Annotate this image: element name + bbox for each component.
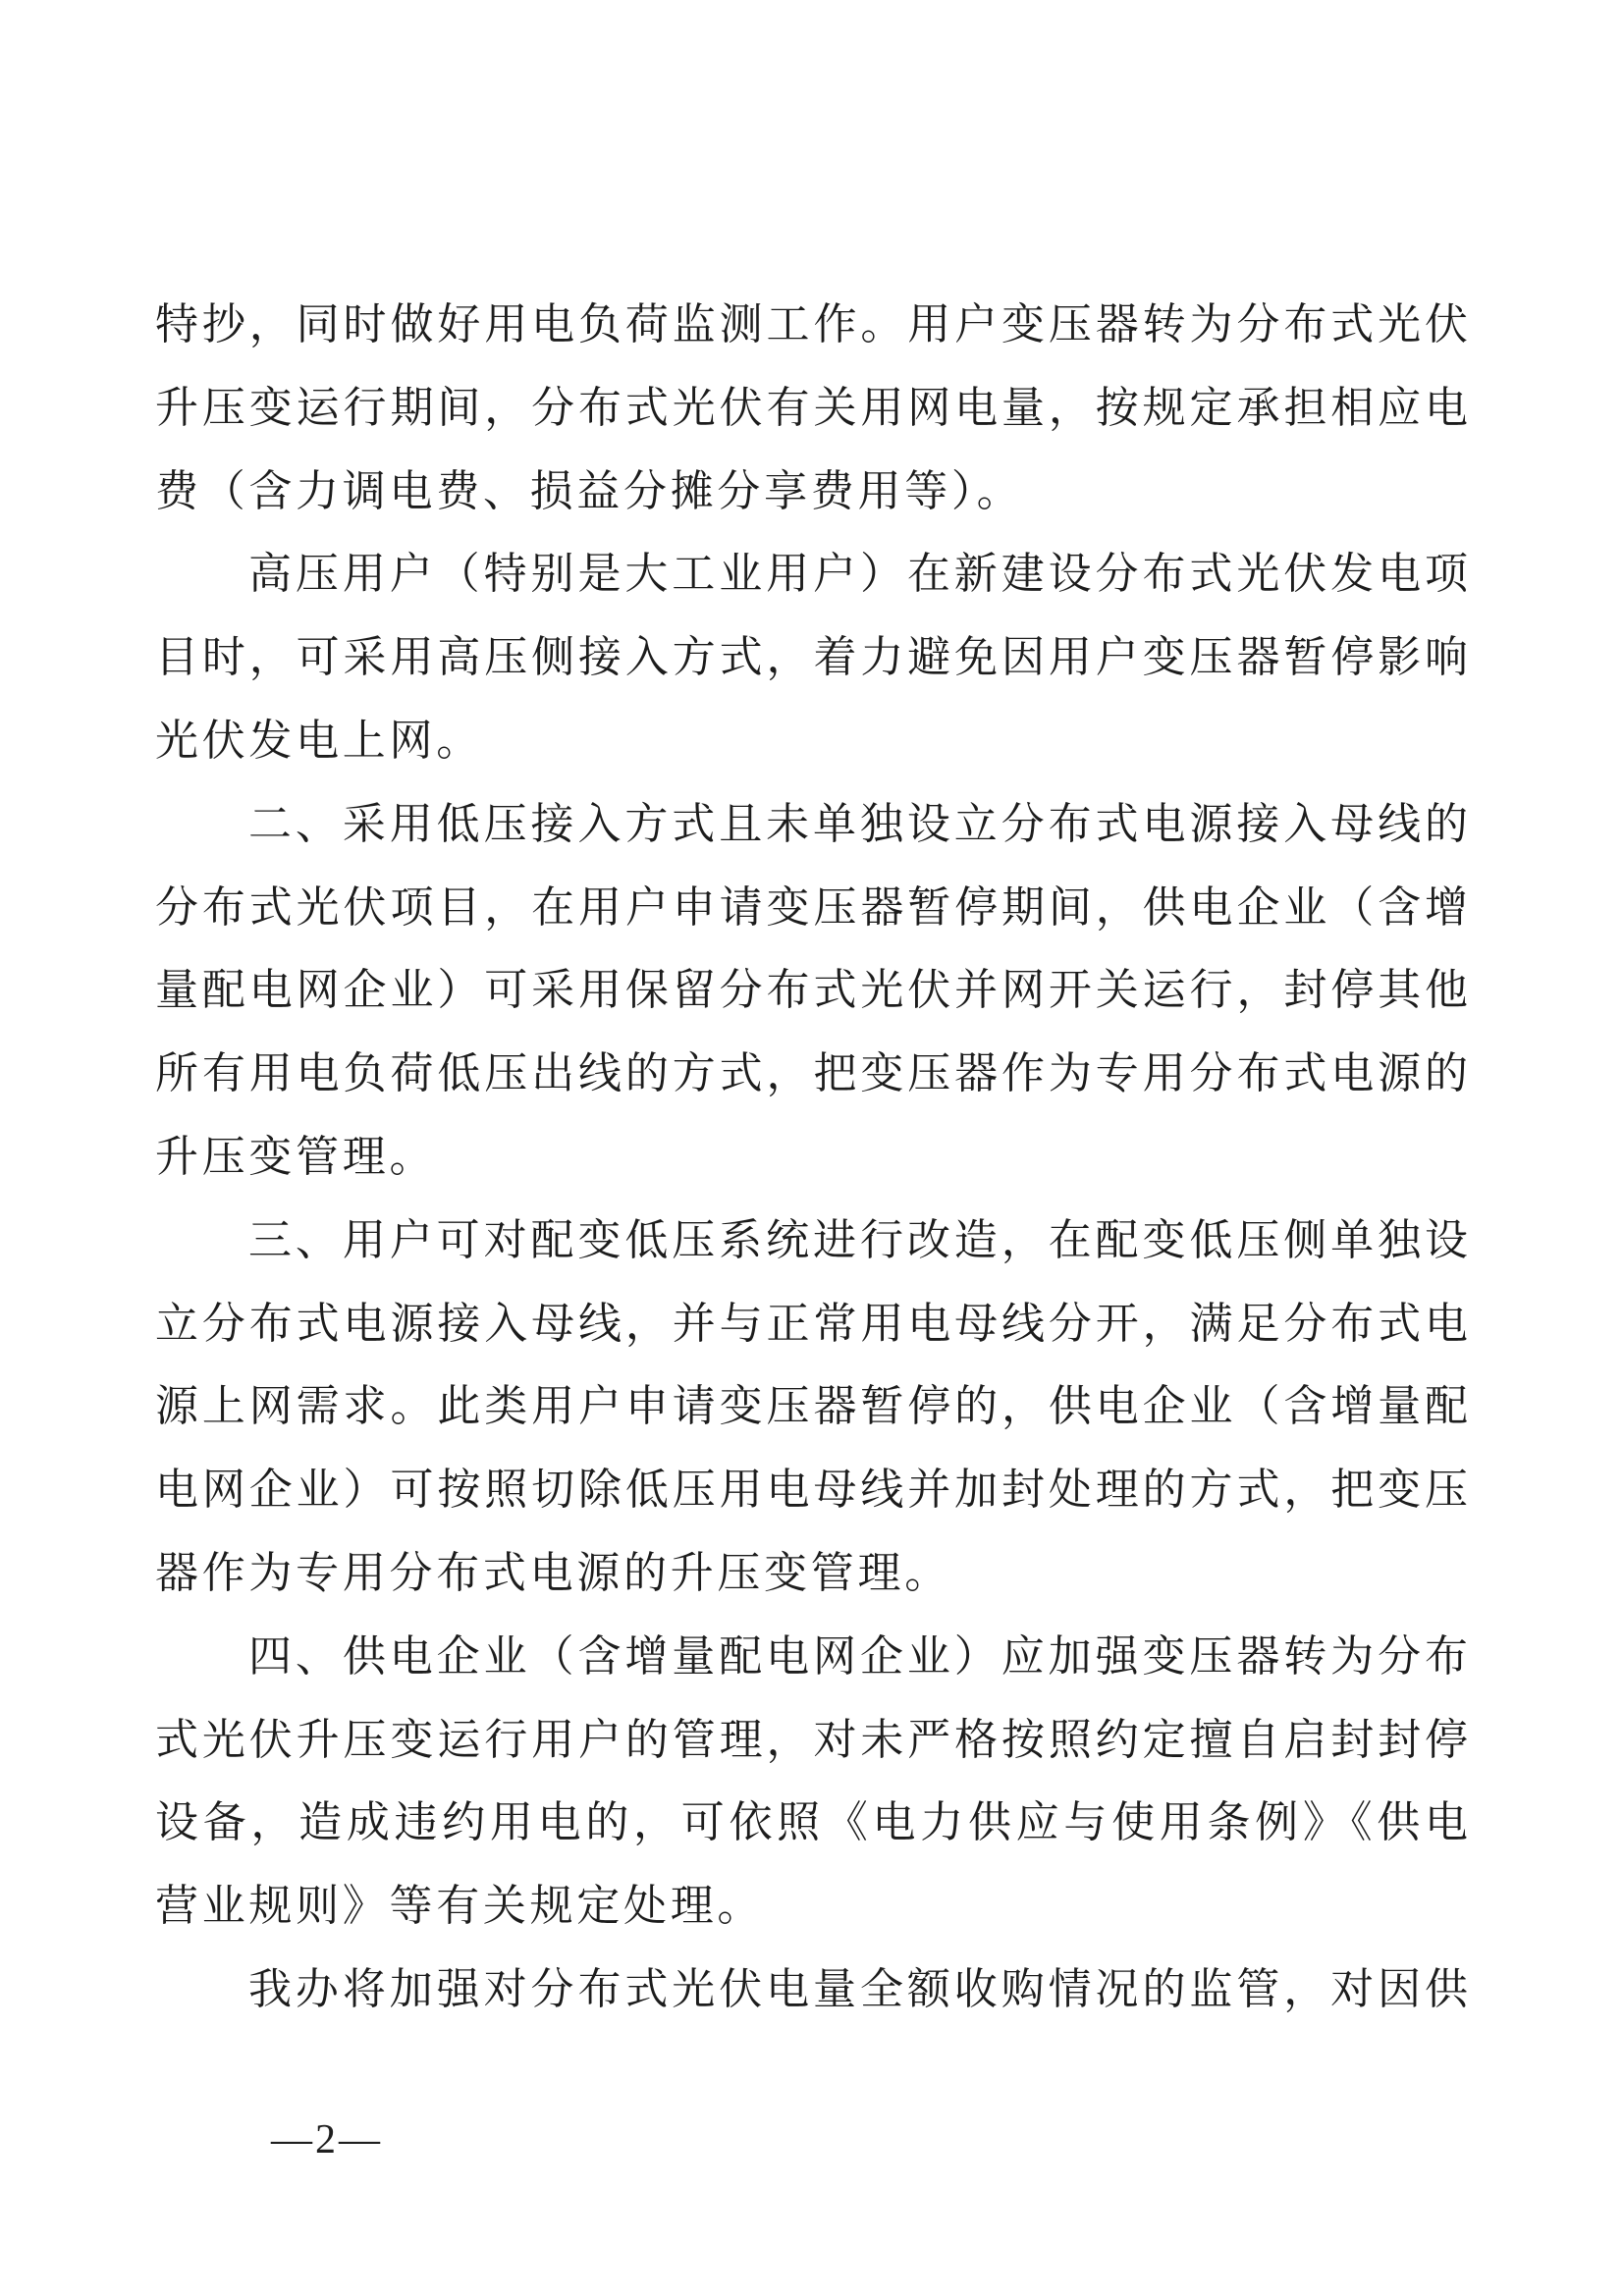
text-line: 高压用户（特别是大工业用户）在新建设分布式光伏发电项 <box>248 550 1469 599</box>
text-line: 升压变运行期间，分布式光伏有关用网电量，按规定承担相应电 <box>155 383 1469 432</box>
text-line: 光伏发电上网。 <box>155 716 483 765</box>
text-line: 立分布式电源接入母线，并与正常用电母线分开，满足分布式电 <box>155 1299 1469 1348</box>
text-line: 式光伏升压变运行用户的管理，对未严格按照约定擅自启封封停 <box>155 1715 1469 1764</box>
text-line: 营业规则》等有关规定处理。 <box>155 1882 765 1931</box>
text-line: 所有用电负荷低压出线的方式，把变压器作为专用分布式电源的 <box>155 1049 1469 1098</box>
text-line: 特抄，同时做好用电负荷监测工作。用户变压器转为分布式光伏 <box>155 300 1469 348</box>
text-line: 费（含力调电费、损益分摊分享费用等）。 <box>155 466 1024 515</box>
page-number: —2— <box>271 2117 383 2163</box>
text-line: 设备，造成违约用电的，可依照《电力供应与使用条例》《供电 <box>155 1798 1469 1847</box>
text-line: 升压变管理。 <box>155 1132 437 1181</box>
text-line: 量配电网企业）可采用保留分布式光伏并网开关运行，封停其他 <box>155 966 1469 1015</box>
text-line: 三、用户可对配变低压系统进行改造，在配变低压侧单独设 <box>248 1215 1469 1264</box>
text-line: 源上网需求。此类用户申请变压器暂停的，供电企业（含增量配 <box>155 1382 1469 1431</box>
text-line: 分布式光伏项目，在用户申请变压器暂停期间，供电企业（含增 <box>155 882 1469 932</box>
text-line: 目时，可采用高压侧接入方式，着力避免因用户变压器暂停影响 <box>155 633 1469 682</box>
text-line: 我办将加强对分布式光伏电量全额收购情况的监管，对因供 <box>248 1964 1469 2013</box>
text-line: 电网企业）可按照切除低压用电母线并加封处理的方式，把变压 <box>155 1466 1469 1515</box>
document-body <box>155 284 1469 2032</box>
text-line: 四、供电企业（含增量配电网企业）应加强变压器转为分布 <box>248 1631 1469 1681</box>
text-line: 二、采用低压接入方式且未单独设立分布式电源接入母线的 <box>248 799 1469 848</box>
text-line: 器作为专用分布式电源的升压变管理。 <box>155 1548 951 1597</box>
